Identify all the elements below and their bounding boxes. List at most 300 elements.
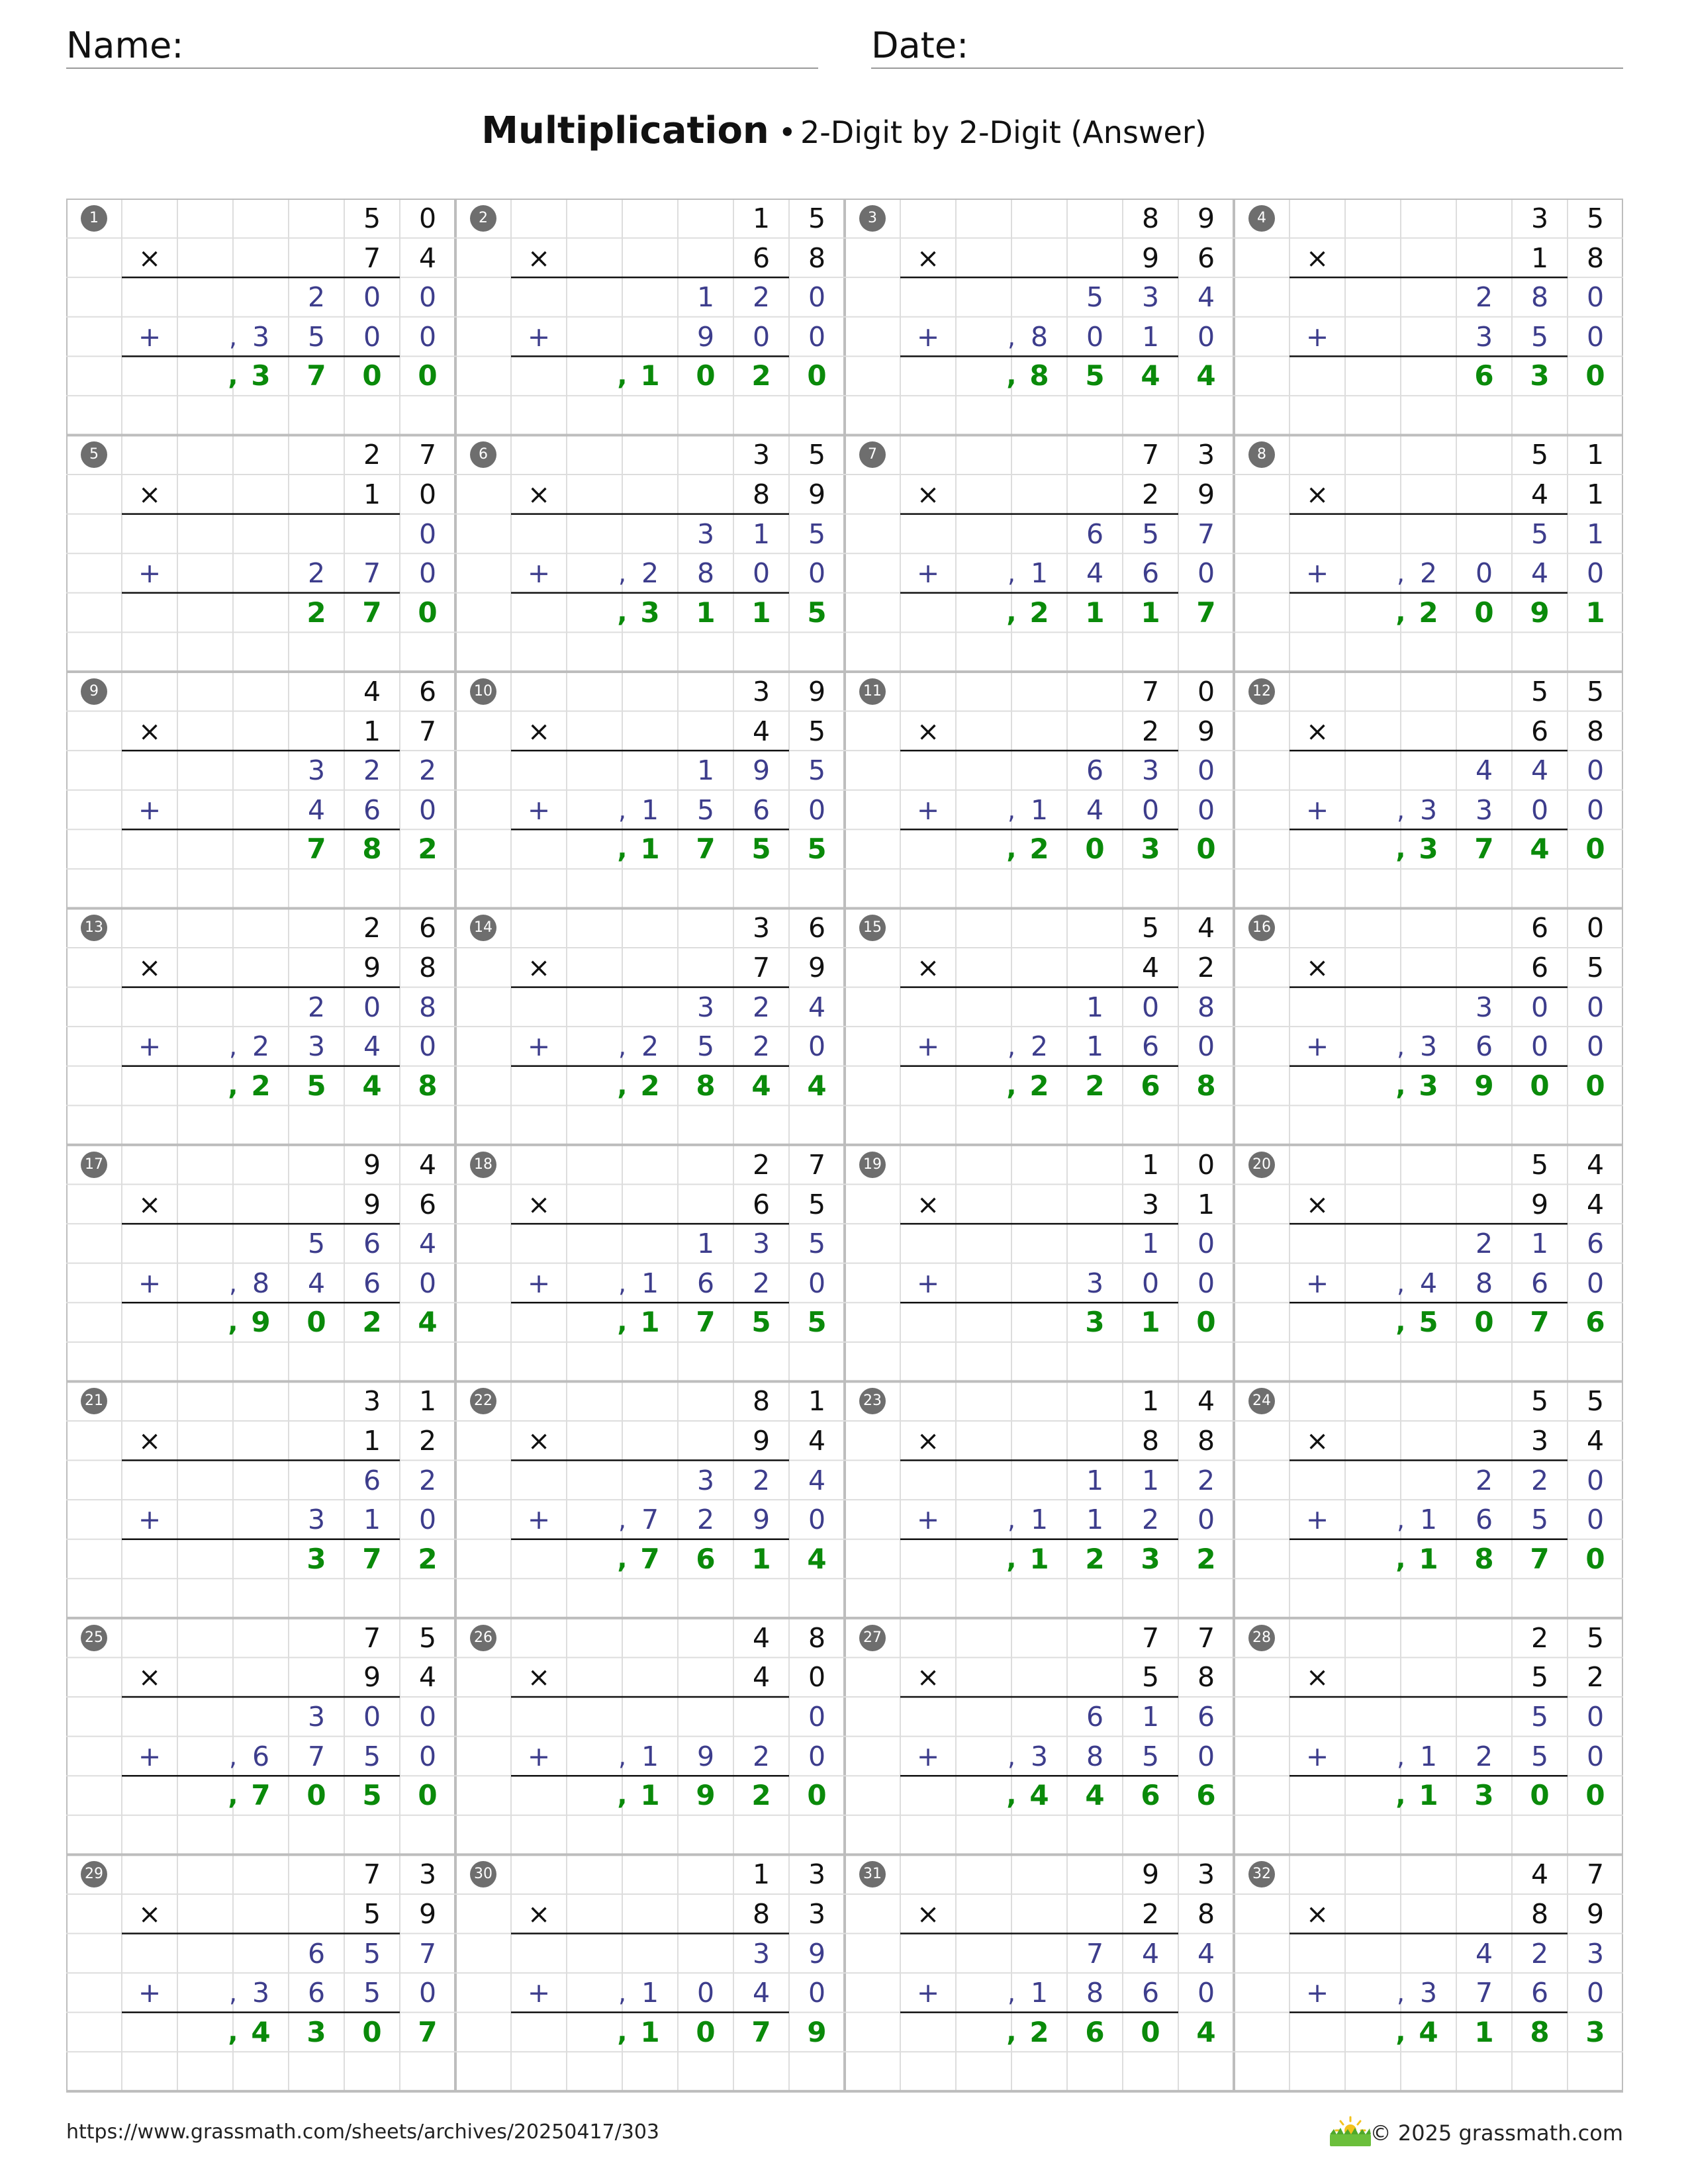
multiplicand-digit: 7: [808, 1148, 826, 1181]
partial-product-digit: 6: [363, 1464, 381, 1496]
answer-digit: 3: [1085, 1306, 1105, 1339]
partial-product-digit: 4: [307, 1267, 326, 1299]
problem-number-badge: 9: [81, 678, 107, 705]
multiplier-digit: 1: [1197, 1188, 1215, 1220]
times-sign: ×: [916, 1188, 940, 1220]
partial-product-digit: 0: [1530, 1030, 1549, 1063]
partial-product-digit: 2: [752, 1267, 771, 1299]
partial-product-digit: 2: [1141, 1504, 1160, 1536]
partial-product-digit: 0: [1141, 794, 1160, 826]
times-sign: ×: [138, 952, 162, 984]
thousands-comma: ,: [1007, 1505, 1016, 1535]
partial-product-digit: 1: [1030, 1977, 1049, 2009]
thousands-comma: ,: [228, 322, 238, 351]
thousands-comma: ,: [618, 559, 627, 588]
partial-product-digit: 0: [752, 557, 771, 590]
partial-product-digit: 2: [1530, 1937, 1549, 1970]
partial-product-digit: 5: [363, 1740, 381, 1772]
answer-digit: 5: [1419, 1306, 1438, 1339]
answer-digit: 2: [1029, 833, 1049, 866]
partial-product-digit: 8: [696, 557, 715, 590]
thousands-comma: ,: [1006, 361, 1017, 392]
problem-number-badge: 2: [470, 205, 496, 232]
thousands-comma: ,: [1396, 795, 1405, 825]
multiplier-digit: 8: [1197, 1897, 1215, 1930]
partial-product-digit: 3: [307, 1030, 326, 1063]
answer-digit: 4: [1029, 1779, 1049, 1812]
thousands-comma: ,: [1006, 1780, 1017, 1811]
answer-digit: 2: [1196, 1542, 1216, 1575]
multiplicand-digit: 5: [808, 203, 826, 234]
multiplicand-digit: 2: [1530, 1621, 1549, 1654]
problem-number-badge: 16: [1248, 915, 1275, 941]
answer-digit: 2: [1419, 596, 1438, 629]
plus-sign: +: [1305, 1504, 1329, 1536]
answer-digit: 4: [1085, 1779, 1105, 1812]
partial-product-digit: 1: [1141, 320, 1160, 353]
partial-product-digit: 5: [808, 754, 826, 787]
multiplier-digit: 4: [418, 242, 437, 274]
multiplier-digit: 9: [1586, 1897, 1605, 1930]
times-sign: ×: [138, 1188, 162, 1220]
multiplier-digit: 8: [1141, 1424, 1160, 1457]
multiplicand-digit: 8: [752, 1385, 771, 1418]
multiplier-digit: 0: [418, 478, 437, 511]
plus-sign: +: [1305, 320, 1329, 353]
answer-digit: 0: [362, 359, 382, 392]
plus-sign: +: [138, 1267, 162, 1299]
multiplier-digit: 4: [752, 1661, 771, 1694]
partial-product-digit: 6: [1475, 1504, 1493, 1536]
answer-digit: 0: [1474, 596, 1494, 629]
partial-product-digit: 0: [1586, 320, 1605, 353]
times-sign: ×: [138, 1424, 162, 1457]
partial-product-digit: 4: [808, 991, 826, 1023]
answer-digit: 1: [640, 833, 660, 866]
answer-digit: 7: [1530, 1306, 1550, 1339]
partial-product-digit: 1: [1086, 991, 1104, 1023]
answer-digit: 1: [696, 596, 716, 629]
multiplicand-digit: 3: [418, 1858, 437, 1891]
plus-sign: +: [527, 1740, 551, 1772]
partial-product-digit: 4: [1475, 754, 1493, 787]
problem-number-badge: 21: [81, 1388, 107, 1414]
multiplicand-digit: 3: [363, 1385, 381, 1418]
name-field[interactable]: [66, 24, 818, 69]
partial-product-digit: 0: [418, 1701, 437, 1733]
answer-digit: 4: [1419, 2015, 1438, 2048]
answer-digit: 3: [251, 359, 271, 392]
thousands-comma: ,: [617, 1307, 628, 1338]
partial-product-digit: 0: [418, 1740, 437, 1772]
plus-sign: +: [1305, 557, 1329, 590]
thousands-comma: ,: [228, 1070, 238, 1101]
multiplicand-digit: 8: [1141, 203, 1160, 234]
problem-number-badge: 29: [81, 1861, 107, 1888]
partial-product-digit: 3: [307, 1701, 326, 1733]
partial-product-digit: 0: [808, 1504, 826, 1536]
multiplier-digit: 0: [808, 1661, 826, 1694]
plus-sign: +: [138, 1030, 162, 1063]
partial-product-digit: 6: [1530, 1267, 1549, 1299]
partial-product-digit: 6: [1086, 518, 1104, 550]
partial-product-digit: 3: [1475, 991, 1493, 1023]
worksheet-title: [0, 105, 1688, 166]
partial-product-digit: 4: [418, 1228, 437, 1260]
partial-product-digit: 0: [1197, 794, 1215, 826]
thousands-comma: ,: [1395, 1070, 1406, 1101]
partial-product-digit: 4: [1197, 281, 1215, 314]
multiplicand-digit: 4: [363, 675, 381, 707]
problem-number-badge: 5: [81, 441, 107, 468]
partial-product-digit: 7: [418, 1937, 437, 1970]
partial-product-digit: 8: [1197, 991, 1215, 1023]
answer-digit: 4: [807, 1069, 827, 1102]
answer-digit: 3: [1141, 833, 1160, 866]
answer-digit: 1: [640, 2015, 660, 2048]
answer-digit: 0: [1474, 1306, 1494, 1339]
partial-product-digit: 2: [363, 754, 381, 787]
multiplicand-digit: 0: [1197, 1148, 1215, 1181]
partial-product-digit: 0: [418, 1267, 437, 1299]
multiplicand-digit: 3: [1197, 439, 1215, 471]
thousands-comma: ,: [618, 1505, 627, 1535]
partial-product-digit: 1: [1530, 1228, 1549, 1260]
partial-product-digit: 5: [808, 518, 826, 550]
multiplier-digit: 1: [1586, 478, 1605, 511]
partial-product-digit: 4: [1197, 1937, 1215, 1970]
partial-product-digit: 2: [696, 1504, 715, 1536]
multiplicand-digit: 7: [363, 1858, 381, 1891]
partial-product-digit: 5: [1530, 1701, 1549, 1733]
multiplicand-digit: 5: [1530, 1148, 1549, 1181]
answer-digit: 9: [696, 1779, 716, 1812]
answer-digit: 1: [751, 596, 771, 629]
answer-digit: 0: [1196, 1306, 1216, 1339]
problem-number-badge: 32: [1248, 1861, 1275, 1888]
answer-digit: 8: [418, 1069, 438, 1102]
partial-product-digit: 1: [1419, 1504, 1438, 1536]
answer-digit: 1: [751, 1542, 771, 1575]
answer-digit: 1: [640, 359, 660, 392]
partial-product-digit: 1: [1030, 557, 1049, 590]
partial-product-digit: 3: [1419, 1030, 1438, 1063]
plus-sign: +: [527, 1504, 551, 1536]
answer-digit: 7: [1474, 833, 1494, 866]
answer-digit: 0: [1530, 1779, 1550, 1812]
plus-sign: +: [527, 1267, 551, 1299]
partial-product-digit: 0: [418, 320, 437, 353]
multiplier-digit: 9: [1530, 1188, 1549, 1220]
answer-digit: 7: [251, 1779, 271, 1812]
multiplier-digit: 8: [752, 1897, 771, 1930]
partial-product-digit: 1: [1086, 1030, 1104, 1063]
partial-product-digit: 0: [696, 1977, 715, 2009]
answer-digit: 0: [1085, 833, 1105, 866]
times-sign: ×: [916, 952, 940, 984]
partial-product-digit: 1: [363, 1504, 381, 1536]
partial-product-digit: 3: [696, 991, 715, 1023]
partial-product-digit: 0: [808, 1267, 826, 1299]
thousands-comma: ,: [1395, 834, 1406, 865]
multiplier-digit: 9: [752, 1424, 771, 1457]
multiplicand-digit: 6: [418, 675, 437, 707]
date-label: Date:: [871, 24, 969, 66]
partial-product-digit: 5: [307, 1228, 326, 1260]
partial-product-digit: 1: [1086, 1504, 1104, 1536]
partial-product-digit: 3: [1030, 1740, 1049, 1772]
answer-digit: 0: [696, 2015, 716, 2048]
multiplier-digit: 4: [808, 1424, 826, 1457]
multiplicand-digit: 0: [1197, 675, 1215, 707]
partial-product-digit: 7: [307, 1740, 326, 1772]
times-sign: ×: [1305, 242, 1329, 274]
partial-product-digit: 3: [1586, 1937, 1605, 1970]
partial-product-digit: 1: [1141, 1464, 1160, 1496]
partial-product-digit: 3: [1141, 281, 1160, 314]
partial-product-digit: 4: [1419, 1267, 1438, 1299]
partial-product-digit: 2: [307, 991, 326, 1023]
thousands-comma: ,: [1007, 322, 1016, 351]
partial-product-digit: 5: [808, 1228, 826, 1260]
partial-product-digit: 8: [418, 991, 437, 1023]
multiplier-digit: 2: [418, 1424, 437, 1457]
answer-digit: 1: [1419, 1542, 1438, 1575]
multiplicand-digit: 5: [1586, 1385, 1605, 1418]
multiplier-digit: 8: [1197, 1424, 1215, 1457]
partial-product-digit: 6: [1086, 754, 1104, 787]
times-sign: ×: [138, 715, 162, 747]
answer-digit: 2: [418, 1542, 438, 1575]
answer-digit: 7: [362, 596, 382, 629]
multiplicand-digit: 4: [1197, 912, 1215, 944]
partial-product-digit: 4: [307, 794, 326, 826]
answer-digit: 2: [306, 596, 326, 629]
partial-product-digit: 2: [752, 1030, 771, 1063]
multiplicand-digit: 7: [1586, 1858, 1605, 1891]
grassmath-logo-icon: [1327, 2113, 1374, 2150]
partial-product-digit: 1: [1030, 1504, 1049, 1536]
thousands-comma: ,: [1396, 1032, 1405, 1062]
partial-product-digit: 0: [1197, 320, 1215, 353]
multiplicand-digit: 1: [1141, 1385, 1160, 1418]
times-sign: ×: [916, 1661, 940, 1694]
problem-number-badge: 31: [859, 1861, 886, 1888]
answer-digit: 3: [306, 2015, 326, 2048]
multiplier-digit: 8: [418, 952, 437, 984]
multiplicand-digit: 6: [808, 912, 826, 944]
thousands-comma: ,: [1396, 1268, 1405, 1298]
times-sign: ×: [916, 715, 940, 747]
partial-product-digit: 5: [1141, 518, 1160, 550]
multiplier-digit: 8: [1586, 715, 1605, 747]
thousands-comma: ,: [1006, 597, 1017, 628]
answer-digit: 0: [306, 1306, 326, 1339]
partial-product-digit: 5: [1530, 1740, 1549, 1772]
thousands-comma: ,: [617, 1543, 628, 1574]
multiplier-digit: 6: [1530, 715, 1549, 747]
thousands-comma: ,: [228, 1780, 238, 1811]
answer-digit: 4: [1196, 2015, 1216, 2048]
partial-product-digit: 0: [1197, 1504, 1215, 1536]
answer-digit: 1: [640, 1779, 660, 1812]
footer-url[interactable]: https://www.grassmath.com/sheets/archives/20250417/303: [66, 2120, 660, 2144]
problem-number-badge: 22: [470, 1388, 496, 1414]
answer-digit: 5: [807, 1306, 827, 1339]
problem-number-badge: 14: [470, 915, 496, 941]
multiplicand-digit: 4: [752, 1621, 771, 1654]
thousands-comma: ,: [228, 1307, 238, 1338]
multiplicand-digit: 6: [418, 912, 437, 944]
multiplicand-digit: 5: [1586, 675, 1605, 707]
plus-sign: +: [916, 794, 940, 826]
multiplier-digit: 2: [1141, 715, 1160, 747]
plus-sign: +: [527, 557, 551, 590]
thousands-comma: ,: [1396, 1741, 1405, 1771]
times-sign: ×: [527, 952, 551, 984]
multiplicand-digit: 9: [808, 675, 826, 707]
problem-number-badge: 24: [1248, 1388, 1275, 1414]
answer-digit: 2: [640, 1069, 660, 1102]
partial-product-digit: 0: [1530, 794, 1549, 826]
partial-product-digit: 8: [1530, 281, 1549, 314]
answer-digit: 8: [1474, 1542, 1494, 1575]
partial-product-digit: 0: [1586, 557, 1605, 590]
multiplier-digit: 3: [1141, 1188, 1160, 1220]
multiplier-digit: 7: [363, 242, 381, 274]
plus-sign: +: [916, 320, 940, 353]
plus-sign: +: [916, 1740, 940, 1772]
answer-digit: 7: [640, 1542, 660, 1575]
plus-sign: +: [138, 1977, 162, 2009]
answer-digit: 4: [251, 2015, 271, 2048]
multiplicand-digit: 1: [1586, 439, 1605, 471]
partial-product-digit: 0: [1586, 754, 1605, 787]
date-field[interactable]: [871, 24, 1623, 69]
partial-product-digit: 2: [307, 557, 326, 590]
answer-digit: 0: [362, 2015, 382, 2048]
problem-number-badge: 1: [81, 205, 107, 232]
partial-product-digit: 0: [1586, 1267, 1605, 1299]
answer-digit: 2: [362, 1306, 382, 1339]
plus-sign: +: [1305, 1977, 1329, 2009]
answer-digit: 3: [1585, 2015, 1605, 2048]
partial-product-digit: 8: [1475, 1267, 1493, 1299]
answer-digit: 9: [807, 2015, 827, 2048]
partial-product-digit: 2: [252, 1030, 270, 1063]
partial-product-digit: 0: [1197, 557, 1215, 590]
answer-digit: 4: [362, 1069, 382, 1102]
thousands-comma: ,: [617, 2017, 628, 2048]
thousands-comma: ,: [1007, 559, 1016, 588]
plus-sign: +: [138, 794, 162, 826]
problem-number-badge: 23: [859, 1388, 886, 1414]
answer-digit: 5: [807, 833, 827, 866]
partial-product-digit: 0: [1141, 991, 1160, 1023]
answer-digit: 3: [1530, 359, 1550, 392]
partial-product-digit: 8: [1086, 1740, 1104, 1772]
answer-digit: 3: [306, 1542, 326, 1575]
answer-digit: 4: [807, 1542, 827, 1575]
times-sign: ×: [1305, 952, 1329, 984]
multiplicand-digit: 7: [1141, 1621, 1160, 1654]
problem-number-badge: 19: [859, 1152, 886, 1178]
answer-digit: 2: [751, 1779, 771, 1812]
answer-digit: 1: [1474, 2015, 1494, 2048]
times-sign: ×: [138, 478, 162, 511]
problem-number-badge: 7: [859, 441, 886, 468]
multiplier-digit: 7: [752, 952, 771, 984]
name-label: Name:: [66, 24, 184, 66]
partial-product-digit: 1: [1141, 1701, 1160, 1733]
answer-digit: 2: [1029, 2015, 1049, 2048]
multiplier-digit: 4: [1141, 952, 1160, 984]
times-sign: ×: [527, 1897, 551, 1930]
partial-product-digit: 3: [307, 754, 326, 787]
partial-product-digit: 2: [307, 281, 326, 314]
answer-digit: 1: [1419, 1779, 1438, 1812]
plus-sign: +: [916, 1267, 940, 1299]
partial-product-digit: 5: [363, 1937, 381, 1970]
multiplicand-digit: 5: [363, 203, 381, 234]
multiplier-digit: 9: [808, 478, 826, 511]
partial-product-digit: 4: [1086, 557, 1104, 590]
answer-digit: 8: [696, 1069, 716, 1102]
answer-digit: 0: [1585, 833, 1605, 866]
problem-number-badge: 25: [81, 1625, 107, 1651]
answer-digit: 9: [251, 1306, 271, 1339]
multiplicand-digit: 8: [808, 1621, 826, 1654]
answer-digit: 5: [362, 1779, 382, 1812]
partial-product-digit: 0: [808, 1030, 826, 1063]
answer-digit: 7: [1196, 596, 1216, 629]
partial-product-digit: 7: [1475, 1977, 1493, 2009]
answer-digit: 0: [1585, 359, 1605, 392]
partial-product-digit: 4: [1141, 1937, 1160, 1970]
partial-product-digit: 3: [1419, 794, 1438, 826]
partial-product-digit: 2: [1419, 557, 1438, 590]
partial-product-digit: 0: [418, 1030, 437, 1063]
partial-product-digit: 3: [252, 1977, 270, 2009]
partial-product-digit: 6: [252, 1740, 270, 1772]
thousands-comma: ,: [618, 1268, 627, 1298]
thousands-comma: ,: [1395, 1780, 1406, 1811]
answer-digit: 7: [418, 2015, 438, 2048]
plus-sign: +: [1305, 794, 1329, 826]
partial-product-digit: 1: [1030, 794, 1049, 826]
partial-product-digit: 1: [641, 794, 659, 826]
partial-product-digit: 0: [418, 794, 437, 826]
thousands-comma: ,: [617, 1070, 628, 1101]
multiplier-digit: 4: [1586, 1424, 1605, 1457]
partial-product-digit: 8: [1030, 320, 1049, 353]
partial-product-digit: 4: [1530, 557, 1549, 590]
multiplier-digit: 1: [363, 715, 381, 747]
answer-digit: 8: [1196, 1069, 1216, 1102]
thousands-comma: ,: [617, 597, 628, 628]
thousands-comma: ,: [1395, 597, 1406, 628]
answer-digit: 1: [1029, 1542, 1049, 1575]
plus-sign: +: [1305, 1030, 1329, 1063]
thousands-comma: ,: [1396, 559, 1405, 588]
thousands-comma: ,: [618, 1978, 627, 2008]
multiplier-digit: 7: [418, 715, 437, 747]
partial-product-digit: 0: [1197, 1030, 1215, 1063]
partial-product-digit: 4: [1475, 1937, 1493, 1970]
partial-product-digit: 2: [752, 281, 771, 314]
times-sign: ×: [916, 242, 940, 274]
partial-product-digit: 3: [307, 1504, 326, 1536]
